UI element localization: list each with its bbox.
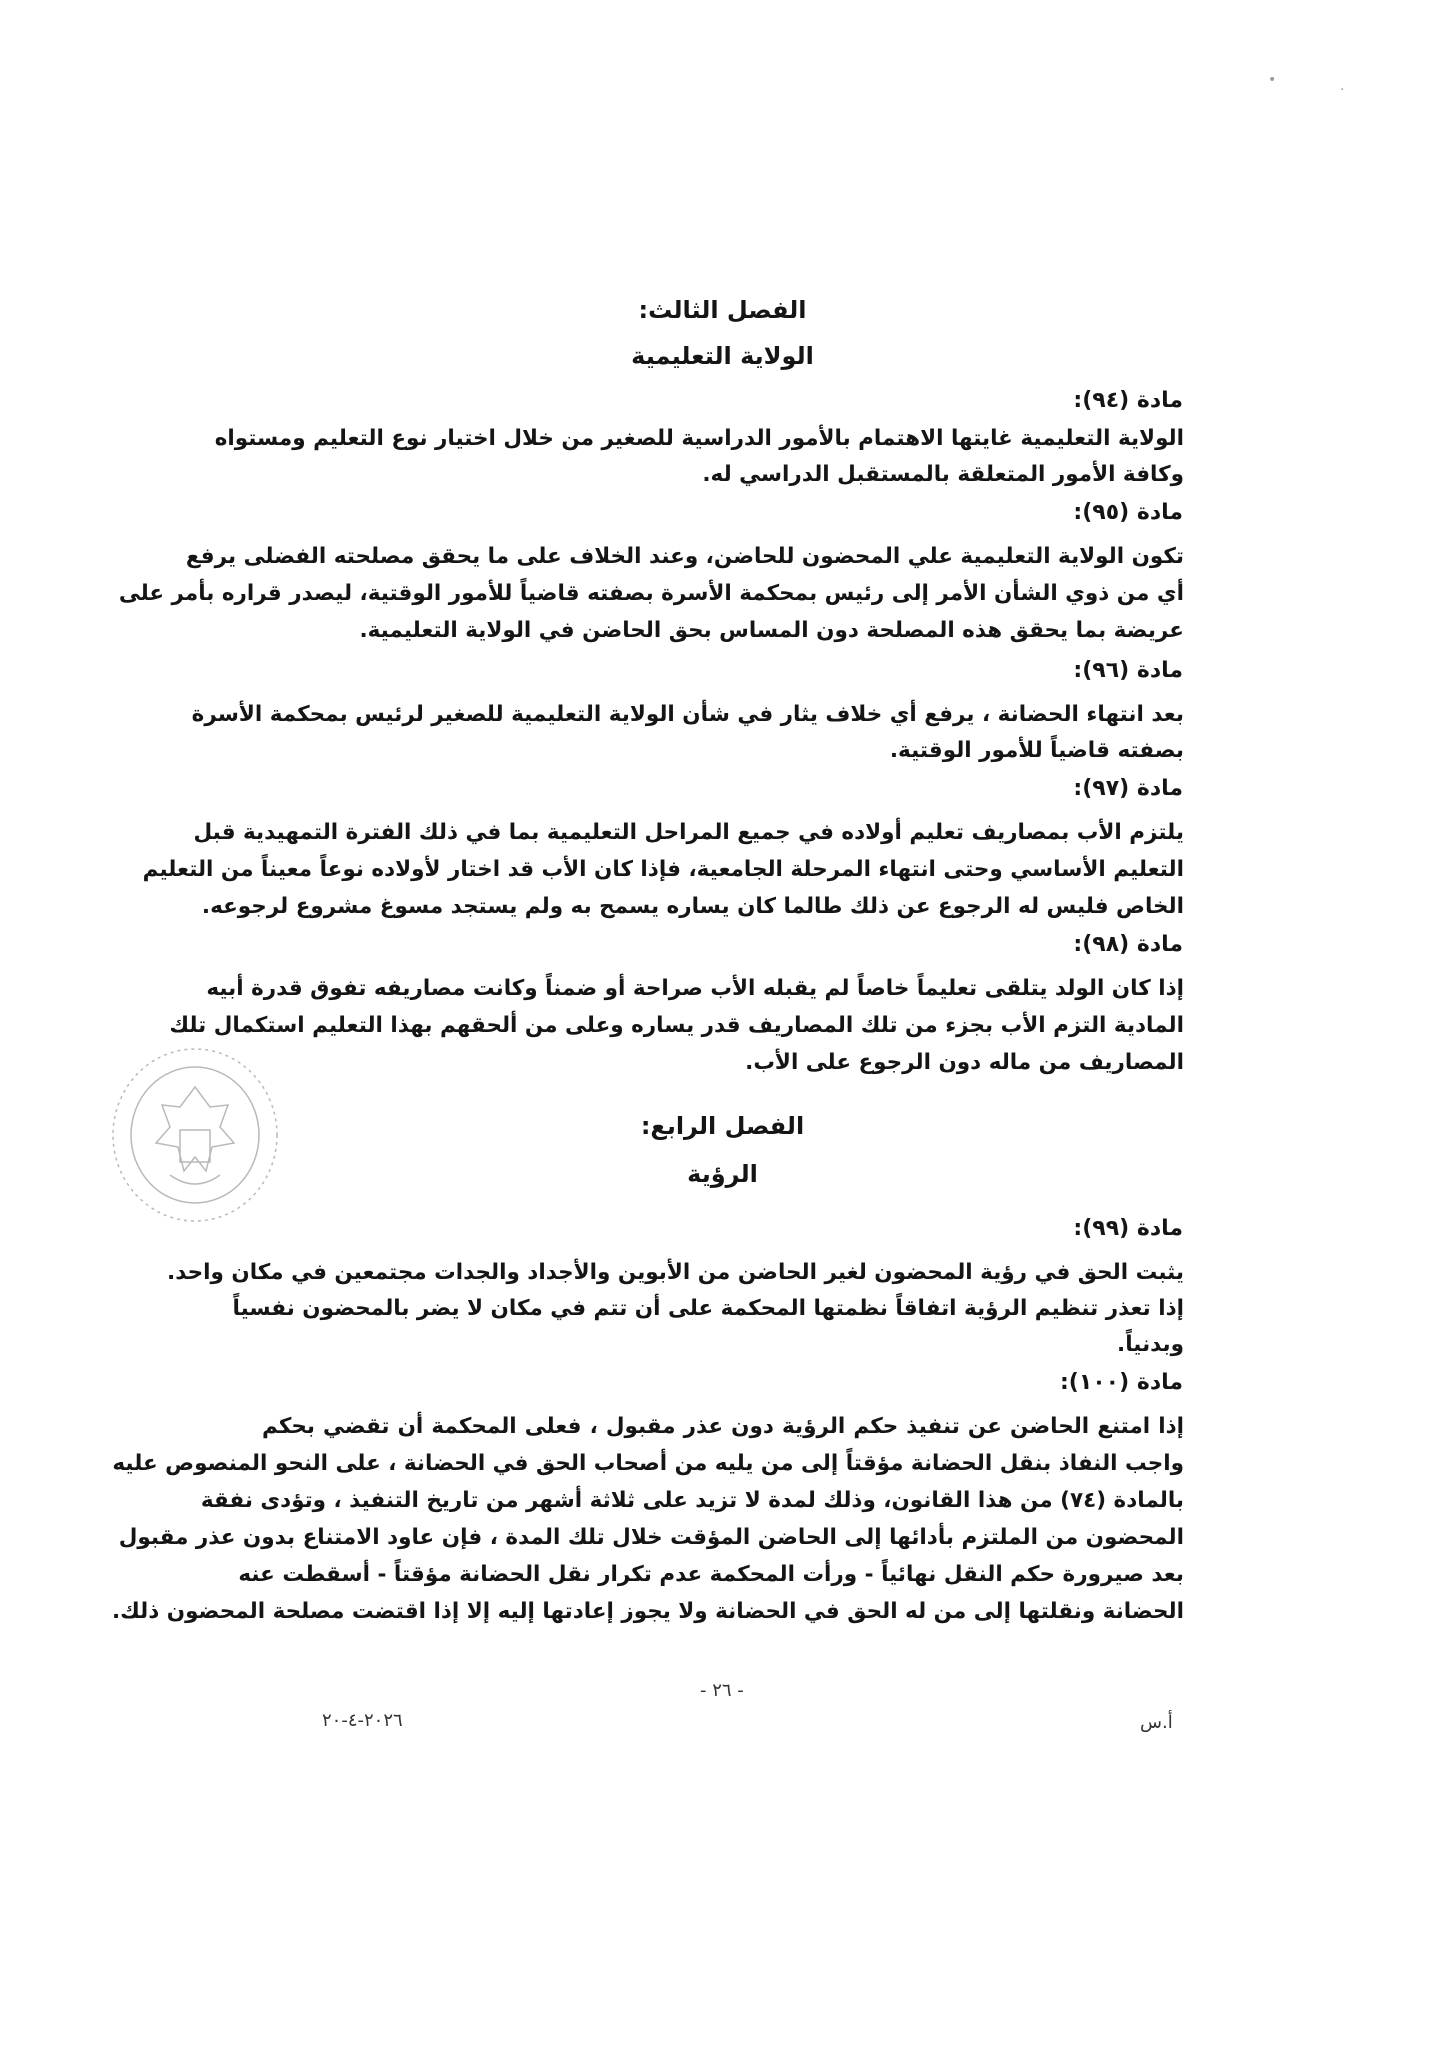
article-97-line: الخاص فليس له الرجوع عن ذلك طالما كان يساره يسمح به ولم يستجد مسوغ مشروع لرجوعه. (201, 894, 1184, 919)
scan-speck: · (1340, 82, 1345, 98)
footer-initials: أ.س (1140, 1712, 1173, 1733)
article-94-line: الولاية التعليمية غايتها الاهتمام بالأمور الدراسية للصغير من خلال اختيار نوع التعليم ومستواه (214, 426, 1184, 451)
article-100-line: الحضانة ونقلتها إلى من له الحق في الحضانة ولا يجوز إعادتها إليه إلا إذا اقتضت مصلحة المحضون ذلك. (111, 1599, 1184, 1624)
article-98-line: المصاريف من ماله دون الرجوع على الأب. (745, 1050, 1184, 1075)
article-95-line: أي من ذوي الشأن الأمر إلى رئيس بمحكمة الأسرة بصفته قاضياً للأمور الوقتية، ليصدر قراره بأمر على (118, 581, 1184, 606)
article-94-line: وكافة الأمور المتعلقة بالمستقبل الدراسي له. (702, 462, 1184, 487)
page-number: - ٢٦ - (700, 1680, 744, 1701)
article-97-line: التعليم الأساسي وحتى انتهاء المرحلة الجامعية، فإذا كان الأب قد اختار لأولاده نوعاً معيناً من التعليم (142, 857, 1184, 882)
article-99-line: إذا تعذر تنظيم الرؤية اتفاقاً نظمتها المحكمة على أن تتم في مكان لا يضر بالمحضون نفسياً (232, 1296, 1184, 1321)
article-98-line: المادية التزم الأب بجزء من تلك المصاريف قدر يساره وعلى من ألحقهم بهذا التعليم استكمال تلك (169, 1013, 1184, 1038)
article-97-title: مادة (٩٧): (1073, 776, 1183, 801)
article-100-line: بعد صيرورة حكم النقل نهائياً - ورأت المحكمة عدم تكرار نقل الحضانة مؤقتاً - أسقطت عنه (238, 1562, 1184, 1587)
chapter-title: الفصل الرابع: (640, 1112, 805, 1140)
article-100-line: بالمادة (٧٤) من هذا القانون، وذلك لمدة لا تزيد على ثلاثة أشهر من تاريخ التنفيذ ، وتؤدى نفقة (200, 1488, 1184, 1513)
article-100-title: مادة (١٠٠): (1059, 1370, 1183, 1395)
article-95-line: تكون الولاية التعليمية علي المحضون للحاضن، وعند الخلاف على ما يحقق مصلحته الفضلى يرفع (185, 544, 1184, 569)
article-99-title: مادة (٩٩): (1073, 1216, 1183, 1241)
article-98-title: مادة (٩٨): (1073, 932, 1183, 957)
footer-date: ٢٠٢٦-٤-٢٠ (322, 1710, 403, 1731)
article-94-title: مادة (٩٤): (1073, 388, 1183, 413)
article-99-line: يثبت الحق في رؤية المحضون لغير الحاضن من الأبوين والأجداد والجدات مجتمعين في مكان واحد. (167, 1260, 1184, 1285)
article-100-line: واجب النفاذ بنقل الحضانة مؤقتاً إلى من يليه من أصحاب الحق في الحضانة ، على النحو المنصوص عليه (112, 1451, 1184, 1476)
article-100-line: المحضون من الملتزم بأدائها إلى الحاضن المؤقت خلال تلك المدة ، فإن عاود الامتناع بدون عذر مقبول (118, 1525, 1184, 1550)
article-100-line: إذا امتنع الحاضن عن تنفيذ حكم الرؤية دون عذر مقبول ، فعلى المحكمة أن تقضي بحكم (262, 1414, 1184, 1439)
article-96-title: مادة (٩٦): (1073, 658, 1183, 683)
article-98-line: إذا كان الولد يتلقى تعليماً خاصاً لم يقبله الأب صراحة أو ضمناً وكانت مصاريفه تفوق قدرة أبيه (206, 976, 1184, 1001)
article-95-line: عريضة بما يحقق هذه المصلحة دون المساس بحق الحاضن في الولاية التعليمية. (359, 618, 1184, 643)
article-99-line: وبدنياً. (1117, 1332, 1184, 1357)
article-96-line: بصفته قاضياً للأمور الوقتية. (889, 738, 1184, 763)
chapter-subtitle: الرؤية (687, 1160, 758, 1188)
chapter-subtitle: الولاية التعليمية (631, 342, 814, 370)
article-95-title: مادة (٩٥): (1073, 500, 1183, 525)
scan-speck: • (1268, 72, 1277, 88)
article-96-line: بعد انتهاء الحضانة ، يرفع أي خلاف يثار في شأن الولاية التعليمية للصغير لرئيس بمحكمة الأسرة (191, 702, 1184, 727)
article-97-line: يلتزم الأب بمصاريف تعليم أولاده في جميع المراحل التعليمية بما في ذلك الفترة التمهيدية قبل (193, 820, 1184, 845)
chapter-title: الفصل الثالث: (638, 296, 807, 324)
